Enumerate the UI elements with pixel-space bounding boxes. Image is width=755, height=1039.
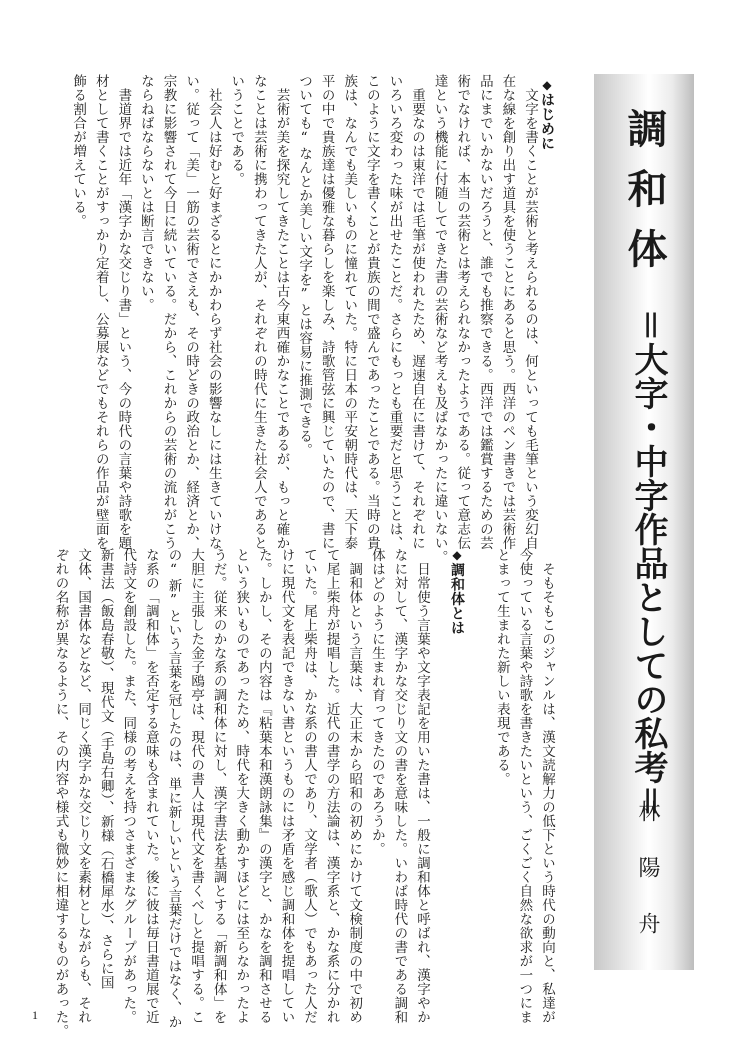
chowa-heading-label: 調和体とは — [449, 562, 465, 635]
page-title: 調和体 — [621, 108, 667, 288]
diamond-icon: ◆ — [450, 548, 464, 563]
diamond-icon: ◆ — [540, 78, 554, 93]
lower-right-body-text: そもそもこのジャンルは、漢文読解力の低下という時代の動向と、私達が 今使っている言葉や詩歌を書きたいという、ごくごく自然な欲求が一つにま とまって生まれた新しい表現である。 — [493, 548, 555, 1024]
author-name: 林陽舟 — [635, 800, 660, 968]
lower-left-body-text: 日常使う言葉や文字表記を用いた書は、一般に調和体と呼ばれ、漢字やか なに対して、漢字かな交じり文の書を意味した。いわば時代の書である調和 体はどのように生まれ育ってきたのであろうか。 調和体という言葉は、大正末から昭和の初めにかけて文検制度の中で初め て尾上柴舟が提唱した。近代の書学の方法論は、漢字系と、かな系に分かれ ていた。尾上柴舟は、かな系の書人であり、文学者（歌人）でもあった人だ けに現代文を表記できない書というものには矛盾を感じ調和体を提唱してい た。しかし、その内容は『粘葉本和漢朗詠集』の漢字と、かなを調和させる という狭いものであったため、時代を大きく動かすほどには至らなかったよ うだ。従来のかな系の調和体に対し、漢字書法を基調とする「新調和体」を 大胆に主張した金子鴎亭は、現代の書人は現代文を書くべしと提唱する。こ の“新”という言葉を冠したのは、単に新しいという言葉だけではなく、か な系の「調和体」を否定する意味も含まれていた。後に彼は毎日書道展で近 代詩文を創設した。また、同様の考えを持つさまざまなグループがあった。 新書法（飯島春敬）、現代文（手島右卿）、新様（石橋犀水）、さらに国 文体、国書体などなど、同じく漢字かな交じり文を素材としながらも、それ ぞれの名称が異なるように、その内容や様式も微妙に相違するものがあった。 — [52, 548, 430, 1038]
page-number: 1 — [32, 1008, 38, 1022]
chowa-heading — [447, 548, 467, 635]
upper-body-text: 文字を書くことが芸術と考えられるのは、何といっても毛筆という変幻自 在な線を創り出す道具を使うことにあると思う。西洋のペン書きでは芸術作 品にまでいかないだろうと、誰でも推察できる。西洋では鑑賞するための芸 術でなければ、本当の芸術とは考えられなかったようである。従って意志伝 達という機能に付随してできた書の芸術など考えも及ばなかったに違いない。 重要なのは東洋では毛筆が使われたため、遅速自在に書けて、それぞれに いろいろ変わった味が出せたことだ。さらにもっとも重要だと思うことは、 このように文字を書くことが貴族の間で盛んであったことである。当時の貴 族は、なんでも美しいものに憧れていた。特に日本の平安朝時代は、天下泰 平の中で貴族達は優雅な暮らしを楽しみ、詩歌管弦に興じていたので、書に ついても“なんとか美しい文字を”とは容易に推測できる。 芸術が美を探究してきたことは古今東西確かなことであるが、もっと確か なことは芸術に携わってきた人が、それぞれの時代に生きた社会人であると いうことである。 社会人は好むと好まざるとにかかわらず社会の影響なしには生きていけな い。従って「美」一筋の芸術でさえも、その時どきの政治とか、経済とか、 宗教に影響されて今日に続いている。だから、これからの芸術の流れがこう ならねばならないとは断言できない。 書道界では近年「漢字かな交じり書」という、今の時代の言葉や詩歌を題 材として書くことがすっかり定着し、公募展などでもそれらの作品が壁面を 飾る割合が増えている。 — [70, 74, 538, 564]
page-subtitle: ＝大字・中字作品としての私考＝ — [628, 308, 668, 818]
intro-heading-label: はじめに — [539, 92, 555, 151]
